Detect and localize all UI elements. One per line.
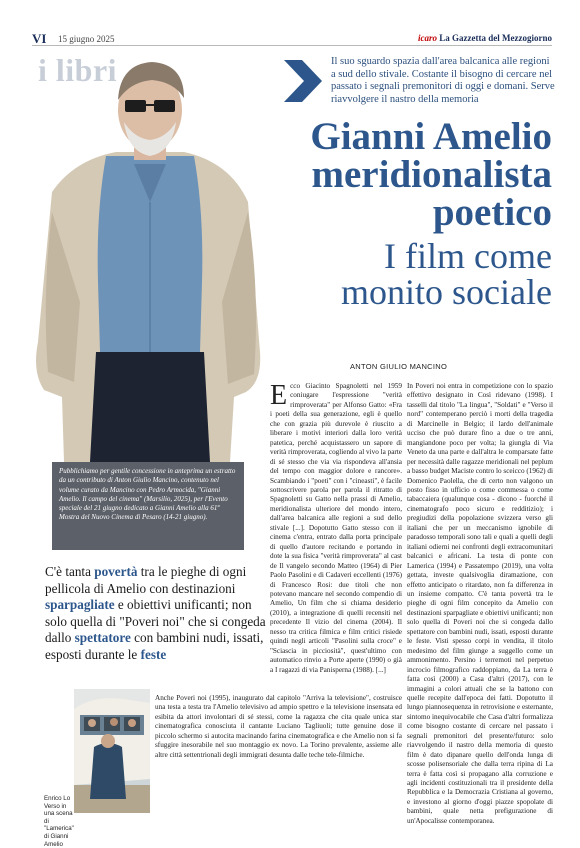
pull-quote-text: tra le pieghe di ogni pellicola di Amelio con destinazioni [45, 564, 247, 596]
page-header [32, 30, 552, 46]
pull-quote-keyword: povertà [94, 564, 138, 579]
chevron-right-icon [282, 58, 324, 104]
headline [310, 115, 552, 234]
masthead-title: La Gazzetta del Mezzogiorno [439, 33, 552, 43]
pull-quote-text: e obiettivi unificanti; non solo quella di "Poveri noi" che si congeda dallo [45, 597, 266, 646]
pull-quote [45, 564, 273, 664]
subheadline-line: monito sociale [341, 272, 552, 312]
portrait-photo [34, 52, 266, 462]
article-column-lower [155, 694, 402, 814]
subheadline [341, 238, 552, 310]
intro-caption: Pubblichiamo per gentile concessione in anteprima un estratto da un contributo di Anton Giulio Mancino, contenuto nel volume curato da Mancino con Pedro Armocida, "Gianni Amelio. Il campo del cinema" (Marsilio, 2025), per l'Evento speciale del 21 giugno dedicato a Gianni Amelio alla 61ª Mostra del Nuovo Cinema di Pesaro (14-21 giugno). [59, 467, 236, 522]
issue-date: 15 giugno 2025 [58, 34, 115, 44]
masthead [418, 33, 552, 43]
film-still-photo [74, 689, 150, 813]
pull-quote-text: C'è tanta [45, 564, 95, 579]
section-label: i libri [38, 52, 118, 88]
pull-quote-keyword: spettatore [74, 630, 131, 646]
pull-quote-text: con bambini nudi, issati, esposti durante le [45, 630, 264, 662]
pull-quote-keyword: feste [140, 646, 167, 662]
article-text-lower: Anche Poveri noi (1995), inaugurato dal capitolo "Arriva la televisione", costruisce una testa a testa tra l'Amelio televisivo ad ampio spettro e la televisione insensata ed esibita da attori involontari di sé stessi, come la ragazza che cita quale unica star cinematografica conosciuta il cantante Luciano Tagliuoli; tutte genuine dose il piccolo schermo si autocita macinando farina cinematografica e che Amelio non si fa sfuggire inesorabile nel suo montaggio ex novo. La Torino prevalente, assieme alle altre città settentrionali degli immigrati desunta dalle teche tele-filmiche. [155, 694, 402, 759]
headline-line: poetico [432, 191, 552, 234]
page-number: VI [32, 31, 47, 46]
headline-line: Gianni Amelio [310, 115, 552, 158]
article-column-1 [270, 382, 402, 726]
intro-caption-box [52, 462, 244, 550]
pull-quote-keyword: sparpagliate [45, 597, 115, 613]
drop-cap: E [270, 380, 288, 411]
headline-line: meridionalista [311, 153, 552, 196]
article-column-2 [407, 382, 553, 825]
byline: ANTON GIULIO MANCINO [350, 362, 448, 371]
teaser-text: Il suo sguardo spazia dall'area balcanica alle regioni a sud dello stivale. Costante il bisogno di cercare nel passato i segnali premonitori di oggi e domani. Serve riavvolgere il nastro della memoria [331, 56, 555, 105]
article-text-col2: In Poveri noi entra in competizione con lo spazio effettivo designato in Così ridevano (1998). I tasselli dal titolo "La lingua", "Soldati" e "Verso il nord" contemperano perciò i morti della tragedia di Marcinelle in Belgio; il lardo dell'animale ucciso che può durare fino a due o tre anni, mangiandone poco per volta; la giungla di Via Veneto da una parte e dall'altra le comparsate fatte per necessità dalle ragazze meridionali nel peplum a basso budget Maciste contro lo sceicco (1962) di Domenico Paolella, che di certo non valgono un posto fisso in ufficio o come commessa o come tabaccaiera (qualunque cosa - dicono - fuorché il cinematografo poco sicuro e redditizio); i pregiudizi della popolazione svizzera verso gli italiani che per un meccanismo ignobile di paradosso temporali sono tali e quali a quelli degli italiani odierni nei confronti degli extracomunitari balcanici e africani. La testa di ponte con Lamerica (1994) e Passatempo (2019), una volta gettata, investe qualsivoglia diramazione, con effetto anticipato o ritardato, non fa differenza in un insieme compatto. C'è tanta povertà tra le pieghe di ogni film concepito da Amelio con destinazioni sparpagliate e obiettivi unificanti; non solo quella di Poveri noi che si congeda dallo spettatore con bambini nudi, issati, esposti durante le feste. Visti spesso corpi in vendita, il titolo medesimo del film giunge a suggello come un ammonimento. Persino i terremoti nel perpetuo incrocio filmografico raddoppiano, da La terra è fatta così (2000) a Casa d'altri (2017), con le immagini a colori attuali che se la battono con quelle recepite dall'epoca dei fatti. Dopotutto il lungo piannosequenza in retrovisione e esternante, sintomo inequivocabile che Casa d'altri formalizza come bisogno costante di cercare nel passato i segnali premonitori del presente/futuro: solo riavvolgendo il nastro della memoria di questo film è dato dipanare quello dell'onda lunga di scosse polisensoriale che dalla terra ripina di La terra è fatta così si propagano alla corruzione e agli incidenti costituzionali tra il presidente della Repubblica e la Democrazia Cristiana al governo, e investono al giorno d'oggi piazze spopolate di bambini, quale netta prefigurazione di un'Apocalisse contemporanea. [407, 382, 553, 825]
masthead-brand: icaro [418, 33, 438, 43]
film-still-caption: Enrico Lo Verso in una scena di "Lamerica" di Gianni Amelio [44, 795, 74, 848]
subheadline-line: I film come [384, 236, 552, 276]
article-text-col1: cco Giacinto Spagnoletti nel 1959 coniugare l'espressione "verità rimproverata" per Alfonso Gatto: «Fra i poeti della sua generazione, egli è quello che con grazia più durevole è riuscito a liberare i motivi interiori dalla loro verità patetica, perché acquistassero un sapore di verità rimproverata, cogliendo al vivo la parte di sé stesso che via via rispondeva all'ansia del tempo con maggior dolore e rancore». Scambiando i "poeti" con i "cineasti", è facile sottoscrivere parola per parola il ritratto di Spagnoletti su Gatto nella prassi di Amelio, meridionalista ulteriore del mondo intero, dall'area balcanica alle regioni a sud dello stivale [...]. Dopotutto Gatto stesso con il cinema c'entra, entrato dalla porta principale di quello d'autore recitando e portando in dote la sua fisica "verità rimproverata" al cast de Il vangelo secondo Matteo (1964) di Pier Paolo Pasolini e di Cadaveri eccellenti (1976) di Francesco Rosi: due titoli che non potevano mancare nel secondo compendio di Amelio, Un film che si chiama desiderio (2010), a integrazione di quelli recensiti nel precedente Il vizio del cinema (2004). Il nesso tra critica filmica e film critici risiede quindi negli articoli "Pasolini sulla croce" e "Sciascia in picciosità", quest'ultimo con automatico rinvio a Porte aperte (1990) o già a I ragazzi di via Panisperna (1988). [...] [270, 382, 402, 674]
